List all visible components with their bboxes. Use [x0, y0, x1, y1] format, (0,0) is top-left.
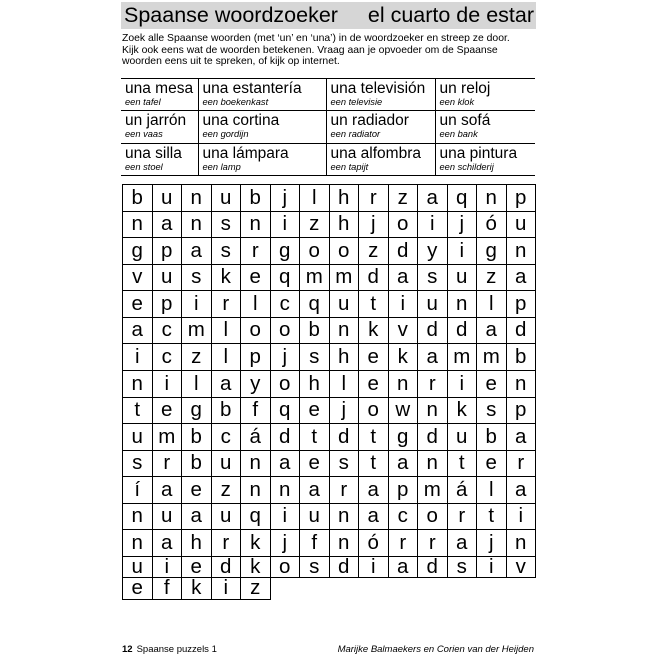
spanish-word: una cortina — [202, 112, 280, 130]
grid-letter[interactable]: i — [389, 291, 419, 318]
grid-letter[interactable]: a — [212, 371, 242, 398]
vocabulary-cell — [121, 143, 198, 175]
grid-letter[interactable]: z — [389, 185, 419, 212]
grid-letter[interactable]: ó — [359, 530, 389, 557]
grid-letter[interactable]: d — [359, 265, 389, 292]
grid-letter[interactable]: u — [507, 212, 537, 239]
grid-letter[interactable]: o — [271, 318, 301, 345]
grid-letter[interactable]: o — [418, 504, 448, 531]
grid-letter[interactable]: u — [123, 557, 153, 579]
grid-letter[interactable]: u — [212, 451, 242, 478]
grid-letter[interactable]: l — [300, 185, 330, 212]
grid-letter[interactable]: o — [359, 398, 389, 425]
grid-letter[interactable]: a — [448, 530, 478, 557]
grid-letter[interactable]: n — [123, 504, 153, 531]
grid-letter[interactable]: c — [389, 504, 419, 531]
grid-letter[interactable]: v — [389, 318, 419, 345]
instructions — [122, 33, 537, 68]
grid-letter[interactable]: n — [507, 371, 537, 398]
grid-letter[interactable]: c — [212, 424, 242, 451]
grid-letter[interactable]: t — [359, 424, 389, 451]
grid-letter[interactable]: a — [153, 530, 183, 557]
dutch-translation: een boekenkast — [202, 97, 269, 107]
grid-letter[interactable]: n — [123, 530, 153, 557]
grid-letter[interactable]: l — [330, 371, 360, 398]
grid-letter[interactable]: r — [418, 371, 448, 398]
series-name: Spaanse puzzels 1 — [136, 644, 217, 655]
grid-letter[interactable]: d — [271, 424, 301, 451]
grid-letter[interactable]: b — [212, 398, 242, 425]
spanish-word: un reloj — [439, 80, 491, 97]
spanish-word: una estantería — [202, 80, 302, 97]
spanish-word: un radiador — [330, 112, 409, 130]
grid-letter[interactable]: n — [507, 530, 537, 557]
grid-letter[interactable]: o — [271, 371, 301, 398]
grid-letter[interactable]: o — [271, 557, 301, 579]
grid-letter[interactable]: í — [123, 477, 153, 504]
grid-letter[interactable]: a — [389, 451, 419, 478]
vocabulary-table — [121, 78, 535, 176]
grid-letter[interactable]: e — [477, 451, 507, 478]
grid-letter[interactable]: ó — [477, 212, 507, 239]
grid-letter[interactable]: l — [241, 291, 271, 318]
grid-letter[interactable]: j — [271, 530, 301, 557]
grid-letter[interactable]: u — [418, 291, 448, 318]
grid-letter[interactable]: a — [271, 451, 301, 478]
grid-letter[interactable]: u — [212, 504, 242, 531]
grid-letter[interactable]: s — [182, 265, 212, 292]
grid-letter[interactable]: a — [359, 504, 389, 531]
theme-title: el cuarto de estar — [367, 3, 534, 27]
grid-letter[interactable]: a — [359, 477, 389, 504]
grid-letter[interactable]: k — [241, 557, 271, 579]
grid-letter[interactable]: r — [389, 530, 419, 557]
grid-letter[interactable]: q — [271, 398, 301, 425]
grid-letter[interactable]: a — [389, 265, 419, 292]
grid-letter[interactable]: e — [182, 557, 212, 579]
grid-letter[interactable]: d — [507, 318, 537, 345]
grid-letter[interactable]: a — [507, 424, 537, 451]
grid-letter[interactable]: a — [123, 318, 153, 345]
grid-letter[interactable]: p — [507, 291, 537, 318]
grid-letter[interactable]: a — [300, 477, 330, 504]
grid-letter[interactable]: l — [477, 477, 507, 504]
dutch-translation: een lamp — [202, 161, 241, 172]
dutch-translation: een gordijn — [202, 129, 249, 140]
spanish-word: un jarrón — [125, 112, 187, 130]
grid-letter[interactable]: s — [330, 451, 360, 478]
grid-letter[interactable]: o — [389, 212, 419, 239]
spanish-word: una silla — [125, 144, 182, 162]
grid-letter[interactable]: f — [153, 578, 183, 600]
grid-letter[interactable]: j — [448, 212, 478, 239]
dutch-translation: een bank — [439, 129, 478, 140]
grid-letter[interactable]: r — [212, 530, 242, 557]
grid-letter[interactable]: k — [212, 265, 242, 292]
grid-letter[interactable]: z — [359, 238, 389, 265]
grid-letter[interactable]: z — [212, 477, 242, 504]
grid-letter[interactable]: k — [182, 578, 212, 600]
grid-letter[interactable]: j — [271, 344, 301, 371]
grid-letter[interactable]: s — [300, 344, 330, 371]
grid-letter[interactable]: u — [153, 265, 183, 292]
grid-letter[interactable]: h — [182, 530, 212, 557]
vocabulary-cell — [435, 79, 535, 111]
grid-letter[interactable]: p — [153, 238, 183, 265]
grid-letter[interactable]: i — [153, 557, 183, 579]
grid-letter[interactable]: f — [241, 398, 271, 425]
grid-letter[interactable]: n — [418, 398, 448, 425]
grid-letter[interactable]: g — [477, 238, 507, 265]
grid-letter[interactable]: i — [448, 238, 478, 265]
grid-letter[interactable]: z — [300, 212, 330, 239]
grid-letter[interactable]: n — [330, 318, 360, 345]
grid-letter[interactable]: n — [507, 238, 537, 265]
grid-letter[interactable]: b — [241, 185, 271, 212]
dutch-translation: een radiator — [330, 129, 381, 140]
vocabulary-cell — [326, 143, 435, 175]
grid-letter[interactable]: n — [241, 477, 271, 504]
grid-letter[interactable]: a — [153, 477, 183, 504]
grid-letter[interactable]: u — [212, 185, 242, 212]
grid-letter[interactable]: á — [241, 424, 271, 451]
grid-letter[interactable]: q — [448, 185, 478, 212]
grid-letter[interactable]: i — [182, 291, 212, 318]
grid-letter[interactable]: u — [448, 424, 478, 451]
grid-letter[interactable]: b — [507, 344, 537, 371]
word-search-grid — [122, 184, 536, 600]
grid-letter[interactable]: e — [359, 344, 389, 371]
grid-letter[interactable]: n — [123, 212, 153, 239]
grid-letter[interactable]: m — [418, 477, 448, 504]
dutch-translation: een schilderij — [439, 161, 494, 172]
grid-letter[interactable]: d — [448, 318, 478, 345]
grid-letter[interactable]: s — [418, 265, 448, 292]
grid-letter[interactable]: á — [448, 477, 478, 504]
grid-letter[interactable]: a — [507, 265, 537, 292]
grid-letter[interactable]: r — [448, 504, 478, 531]
grid-letter[interactable]: b — [300, 318, 330, 345]
dutch-translation: een tapijt — [330, 161, 369, 172]
grid-letter[interactable]: j — [477, 530, 507, 557]
grid-letter[interactable]: c — [153, 344, 183, 371]
grid-letter[interactable]: o — [241, 318, 271, 345]
grid-letter[interactable]: v — [507, 557, 537, 579]
grid-letter[interactable]: b — [182, 451, 212, 478]
grid-letter[interactable]: s — [300, 557, 330, 579]
grid-letter[interactable]: a — [418, 185, 448, 212]
spanish-word: un sofá — [439, 112, 491, 130]
grid-letter[interactable]: n — [182, 212, 212, 239]
grid-letter[interactable]: i — [448, 371, 478, 398]
grid-letter[interactable]: y — [418, 238, 448, 265]
footer-left — [122, 644, 217, 655]
vocabulary-row — [121, 143, 535, 175]
grid-letter[interactable]: i — [212, 578, 242, 600]
grid-letter[interactable]: p — [153, 291, 183, 318]
grid-letter[interactable]: i — [507, 504, 537, 531]
grid-letter[interactable]: i — [271, 212, 301, 239]
grid-letter[interactable]: b — [182, 424, 212, 451]
grid-letter[interactable]: c — [153, 318, 183, 345]
grid-letter[interactable]: c — [271, 291, 301, 318]
grid-letter[interactable]: s — [123, 451, 153, 478]
grid-letter[interactable]: j — [271, 185, 301, 212]
grid-letter[interactable]: d — [418, 318, 448, 345]
grid-letter[interactable]: r — [507, 451, 537, 478]
grid-letter[interactable]: m — [153, 424, 183, 451]
grid-letter[interactable]: t — [477, 504, 507, 531]
grid-letter[interactable]: k — [241, 530, 271, 557]
grid-letter[interactable]: h — [330, 185, 360, 212]
grid-letter[interactable]: d — [418, 557, 448, 579]
spanish-word: una televisión — [330, 80, 426, 97]
grid-letter[interactable]: d — [330, 424, 360, 451]
grid-letter[interactable]: f — [300, 530, 330, 557]
grid-letter[interactable]: p — [389, 477, 419, 504]
grid-letter[interactable]: d — [389, 238, 419, 265]
grid-letter[interactable]: t — [123, 398, 153, 425]
grid-letter[interactable]: w — [389, 398, 419, 425]
dutch-translation: een tafel — [125, 97, 161, 107]
grid-letter[interactable]: j — [359, 212, 389, 239]
grid-letter[interactable]: b — [123, 185, 153, 212]
spanish-word: una mesa — [125, 80, 194, 97]
grid-letter[interactable]: n — [418, 451, 448, 478]
grid-letter[interactable]: p — [241, 344, 271, 371]
grid-letter[interactable]: m — [448, 344, 478, 371]
grid-letter[interactable]: r — [418, 530, 448, 557]
grid-letter[interactable]: n — [182, 185, 212, 212]
grid-letter[interactable]: n — [123, 371, 153, 398]
grid-letter[interactable]: v — [123, 265, 153, 292]
grid-letter[interactable]: a — [418, 344, 448, 371]
grid-letter[interactable]: r — [241, 238, 271, 265]
grid-letter[interactable]: o — [330, 238, 360, 265]
grid-letter[interactable]: t — [359, 451, 389, 478]
grid-letter[interactable]: k — [389, 344, 419, 371]
grid-letter[interactable]: a — [507, 477, 537, 504]
grid-letter[interactable]: e — [123, 291, 153, 318]
vocabulary-cell — [121, 111, 198, 143]
grid-letter[interactable]: e — [241, 265, 271, 292]
grid-letter[interactable]: e — [300, 451, 330, 478]
instruction-line: woorden eens uit te spreken, of kijk op internet. — [122, 56, 340, 68]
vocabulary-cell — [326, 111, 435, 143]
spanish-word: una alfombra — [330, 144, 421, 162]
grid-letter[interactable]: z — [241, 578, 271, 600]
grid-letter[interactable]: q — [271, 265, 301, 292]
title-bar — [121, 2, 536, 29]
grid-letter[interactable]: a — [182, 504, 212, 531]
grid-letter[interactable]: t — [448, 451, 478, 478]
vocabulary-cell — [435, 111, 535, 143]
grid-letter[interactable]: g — [389, 424, 419, 451]
grid-letter[interactable]: r — [330, 477, 360, 504]
vocabulary-cell — [198, 111, 326, 143]
spanish-word: una lámpara — [202, 144, 289, 162]
grid-letter[interactable]: o — [300, 238, 330, 265]
vocabulary-cell — [435, 143, 535, 175]
grid-letter[interactable]: h — [330, 344, 360, 371]
grid-letter[interactable]: z — [477, 265, 507, 292]
grid-letter[interactable]: k — [448, 398, 478, 425]
grid-letter[interactable]: i — [271, 504, 301, 531]
grid-letter[interactable]: u — [330, 291, 360, 318]
grid-letter[interactable]: i — [123, 344, 153, 371]
vocabulary-cell — [198, 79, 326, 111]
grid-letter[interactable]: n — [241, 451, 271, 478]
grid-letter[interactable]: r — [153, 451, 183, 478]
grid-letter[interactable]: n — [389, 371, 419, 398]
grid-letter[interactable]: i — [477, 557, 507, 579]
grid-letter[interactable]: m — [477, 344, 507, 371]
grid-letter[interactable]: u — [300, 504, 330, 531]
grid-letter[interactable]: s — [212, 212, 242, 239]
grid-letter[interactable]: e — [300, 398, 330, 425]
grid-letter[interactable]: s — [448, 557, 478, 579]
grid-letter[interactable]: d — [330, 557, 360, 579]
grid-letter[interactable]: q — [300, 291, 330, 318]
vocabulary-row — [121, 111, 535, 143]
grid-letter[interactable]: l — [182, 371, 212, 398]
grid-letter[interactable]: d — [212, 557, 242, 579]
instruction-line: Kijk ook eens wat de woorden betekenen. Vraag aan je opvoeder om de Spaanse — [122, 44, 498, 56]
grid-letter[interactable]: h — [330, 212, 360, 239]
grid-letter[interactable]: n — [271, 477, 301, 504]
grid-letter[interactable]: m — [330, 265, 360, 292]
grid-letter[interactable]: g — [123, 238, 153, 265]
grid-letter[interactable]: u — [153, 185, 183, 212]
grid-letter[interactable]: i — [359, 557, 389, 579]
grid-letter[interactable]: l — [477, 291, 507, 318]
authors: Marijke Balmaekers en Corien van der Heijden — [337, 644, 534, 655]
grid-letter[interactable]: n — [448, 291, 478, 318]
spanish-word: una pintura — [439, 144, 518, 162]
dutch-translation: een vaas — [125, 129, 163, 140]
grid-letter[interactable]: b — [477, 424, 507, 451]
grid-letter[interactable]: s — [477, 398, 507, 425]
instruction-line: Zoek alle Spaanse woorden (met ‘un’ en ‘una’) in de woordzoeker en streep ze door. — [122, 33, 510, 44]
grid-letter[interactable]: i — [418, 212, 448, 239]
grid-letter[interactable]: a — [477, 318, 507, 345]
grid-letter[interactable]: j — [330, 398, 360, 425]
grid-letter[interactable]: r — [212, 291, 242, 318]
grid-letter[interactable]: p — [507, 398, 537, 425]
grid-letter[interactable]: e — [182, 477, 212, 504]
vocabulary-cell — [198, 143, 326, 175]
grid-letter[interactable]: k — [359, 318, 389, 345]
page-title: Spaanse woordzoeker — [124, 3, 338, 27]
grid-letter[interactable]: e — [123, 578, 153, 600]
grid-letter[interactable]: h — [300, 371, 330, 398]
dutch-translation: een televisie — [330, 97, 383, 107]
grid-letter[interactable]: y — [241, 371, 271, 398]
page-number: 12 — [122, 644, 133, 655]
grid-letter[interactable]: l — [212, 318, 242, 345]
grid-letter[interactable]: n — [477, 185, 507, 212]
vocabulary-cell — [326, 79, 435, 111]
grid-letter[interactable]: i — [153, 371, 183, 398]
vocabulary-row — [121, 79, 535, 111]
dutch-translation: een klok — [439, 97, 475, 107]
grid-letter[interactable]: n — [241, 212, 271, 239]
grid-letter[interactable]: r — [359, 185, 389, 212]
grid-letter[interactable]: e — [359, 371, 389, 398]
grid-letter[interactable]: p — [507, 185, 537, 212]
grid-letter[interactable]: z — [182, 344, 212, 371]
grid-letter[interactable]: a — [389, 557, 419, 579]
grid-letter[interactable]: u — [153, 504, 183, 531]
grid-letter[interactable]: a — [182, 238, 212, 265]
grid-letter[interactable]: n — [330, 530, 360, 557]
dutch-translation: een stoel — [125, 161, 163, 172]
grid-letter[interactable]: u — [448, 265, 478, 292]
grid-letter[interactable]: a — [153, 212, 183, 239]
grid-letter[interactable]: t — [359, 291, 389, 318]
grid-letter[interactable]: l — [212, 344, 242, 371]
grid-letter[interactable]: n — [330, 504, 360, 531]
vocabulary-cell — [121, 79, 198, 111]
grid-letter[interactable]: t — [300, 424, 330, 451]
grid-letter[interactable]: u — [123, 424, 153, 451]
grid-letter[interactable]: g — [182, 398, 212, 425]
grid-letter[interactable]: g — [271, 238, 301, 265]
grid-letter[interactable]: e — [153, 398, 183, 425]
grid-letter[interactable]: m — [182, 318, 212, 345]
grid-letter[interactable]: m — [300, 265, 330, 292]
grid-letter[interactable]: d — [418, 424, 448, 451]
grid-letter[interactable]: e — [477, 371, 507, 398]
grid-letter[interactable]: q — [241, 504, 271, 531]
grid-letter[interactable]: s — [212, 238, 242, 265]
